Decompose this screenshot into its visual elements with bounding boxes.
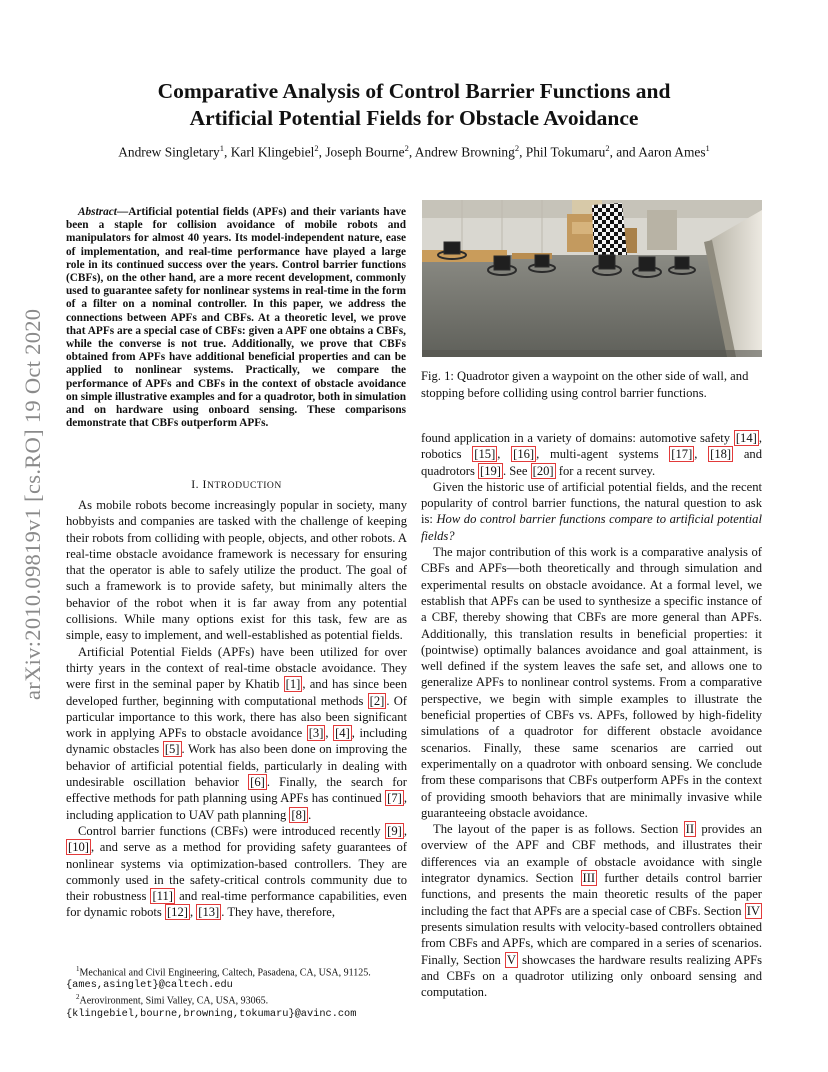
section-title-rest: NTRODUCTION	[206, 480, 282, 491]
citation-link[interactable]: [3]	[308, 726, 324, 741]
footnotes	[66, 963, 411, 1020]
citation-link[interactable]: [5]	[164, 742, 180, 757]
citation-link[interactable]: [8]	[291, 807, 307, 822]
affiliation-mark: 2	[605, 143, 610, 153]
citation-link[interactable]: [7]	[387, 791, 402, 806]
left-column-body	[66, 497, 407, 921]
footnote-1: $^1$Mechanical and Civil Engineering, Caltech, Pasadena, CA, USA, 91125.	[76, 965, 371, 979]
paragraph: Given the historic use of artificial potential fields, and the recent popularity of control barrier functions, the natural question to ask is: How do control barrier functions compare to artificial potential fields?	[421, 479, 762, 543]
author-list: Andrew Singletary$^1$, Karl Klingebiel$^2$, Joseph Bourne$^2$, Andrew Browning$^2$, Phil Tokumaru$^2$, and Aaron Ames$^1$	[118, 143, 710, 160]
section-link[interactable]: V	[506, 952, 517, 967]
citation-link[interactable]: [1]	[285, 677, 301, 692]
citation-link[interactable]: [15]	[474, 447, 496, 462]
author: Aaron Ames	[638, 144, 706, 160]
abstract	[66, 206, 406, 430]
section-initial: I	[202, 477, 207, 491]
citation-link[interactable]: [14]	[735, 431, 757, 445]
abstract-label: Abstract	[78, 206, 117, 218]
figure-1-photo	[422, 200, 762, 357]
title-line-1: Comparative Analysis of Control Barrier Functions and	[157, 79, 671, 103]
citation-link[interactable]: [9]	[387, 823, 402, 838]
paragraph: The layout of the paper is as follows. Section II provides an overview of the APF and CBF methods, and illustrates their differences via an example of obstacle avoidance with single integrator dynamics. Section III further details control barrier functions, and presents the main theoretic results of the paper including the fact that APFs are a special case of CBFs. Section IV presents simulation results with velocity-based controllers obtained from CBFs and APFs, which are compared in a series of scenarios. Finally, Section V showcases the hardware results realizing APFs and CBFs on a quadrotor utilizing only onboard sensing and computation.	[421, 822, 762, 1000]
citation-link[interactable]: [4]	[335, 726, 350, 741]
paragraph: found application in a variety of domains: automotive safety [14] , robotics [15] , [16] , multi-agent systems [17] , [18] and quadrotors [19] . See [20] for a recent survey.	[421, 431, 763, 478]
section-link[interactable]: II	[685, 822, 695, 837]
footnote-2: $^2$Aerovironment, Simi Valley, CA, USA, 93065.	[76, 993, 269, 1007]
section-heading	[66, 477, 407, 492]
section-link[interactable]: IV	[746, 903, 760, 918]
affiliation-mark: 2	[314, 143, 319, 153]
citation-link[interactable]: [10]	[68, 840, 89, 855]
paragraph: As mobile robots become increasingly popular in society, many hobbyists and companies are tasked with the challenge of keeping their robots from colliding with people, objects, and other robots. A real-time obstacle avoidance framework is necessary for ensuring that the operator is able to safely utilize the product. The goal of such a framework is to provide safety, but minimally alters the behavior of the robot when it is far away from any potential collisions. While many options exist for this task, few are as simple, easy to implement, and well-established as potential fields.	[66, 498, 407, 643]
author: Joseph Bourne	[325, 144, 405, 160]
affiliation-mark: 2	[404, 143, 409, 153]
research-question: How do control barrier functions compare to artificial potential fields?	[421, 512, 762, 543]
citation-link[interactable]: [6]	[250, 775, 265, 790]
section-number: I.	[191, 477, 203, 491]
footnote-1-email: {ames,asinglet}@caltech.edu	[66, 979, 233, 992]
affiliation-mark: 2	[514, 143, 520, 153]
paragraph: The major contribution of this work is a comparative analysis of CBFs and APFs—both theoretically and through simulation and experimental results on obstacle avoidance. At a formal level, we establish that APFs can be used to synthesize a specific instance of a CBF, thereby showing that CBFs are more general than APFs. Additionally, this translation results in beneficial properties: it (pointwise) optimally balances avoidance and goal attainment, is well defined if the system leaves the safe set, and allows one to generalize APFs to nonlinear control systems. From a comparative perspective, we begin with simple examples to illustrate the beneficial properties of CBFs vs. APFs, followed by high-fidelity simulations of a quadrotor for different obstacle avoidance scenarios. Finally, these same scenarios are carried out experimentally on a quadrotor with onboard sensing. We conclude from these comparisons that CBFs outperform APFs in the context of providing smooth behaviors that are minimally invasive while guaranteeing obstacle avoidance.	[421, 545, 762, 820]
author: Phil Tokumaru	[525, 144, 606, 160]
citation-link[interactable]: [2]	[369, 693, 385, 708]
figure-1-caption: Fig. 1: Quadrotor given a waypoint on the other side of wall, and stopping before colliding using control barrier functions.	[421, 369, 749, 400]
citation-link[interactable]: [12]	[166, 905, 188, 920]
citation-link[interactable]: [16]	[513, 447, 535, 462]
citation-link[interactable]: [20]	[532, 463, 554, 478]
affiliation-mark: 1	[705, 143, 710, 153]
citation-link[interactable]: [13]	[198, 905, 220, 920]
author: Andrew Singletary	[118, 144, 220, 160]
citation-link[interactable]: [18]	[710, 447, 732, 462]
right-column-body	[421, 430, 762, 1000]
paragraph: Artificial Potential Fields (APFs) have been utilized for over thirty years in the context of real-time obstacle avoidance. They were first in the seminal paper by Khatib [1] , and has since been developed further, beginning with computational methods [2] . Of particular importance to this work, there has also been significant work in applying APFs to obstacle avoidance [3] , [4] , including dynamic obstacles [5] . Work has also been done on improving the behavior of artificial potential fields, particularly in dealing with undesirable oscillation behavior [6] . Finally, the search for effective methods for path planning using APFs has continued [7] , including application to UAV path planning [8] .	[66, 644, 408, 822]
author: Andrew Browning	[414, 144, 515, 160]
footnote-2-email: {klingebiel,bourne,browning,tokumaru}@avinc.com	[66, 1007, 357, 1020]
citation-link[interactable]: [19]	[480, 463, 501, 478]
paper-title	[60, 78, 768, 132]
abstract-text: —Artificial potential fields (APFs) and their variants have been a staple for collision avoidance of mobile robots and manipulators for almost 40 years. Its model-independent nature, ease of implementation, and real-time performance have played a large role in its continued success over the years. Control barrier functions (CBFs), on the other hand, are a more recent development, commonly used to guarantee safety for nonlinear systems in real-time in the form of a filter on a nominal controller. In this paper, we address the connections between APFs and CBFs. At a theoretic level, we prove that APFs are a special case of CBFs: given a APF one obtains a CBFs, while the converse is not true. Additionally, we prove that CBFs obtained from APFs have additional beneficial properties and can be applied to nonlinear systems. Practically, we compare the performance of APFs and CBFs in the context of obstacle avoidance on simple illustrative examples and for a quadrotor, both in simulation and on hardware using onboard sensing. These comparisons demonstrate that CBFs outperform APFs.	[66, 206, 406, 430]
section-link[interactable]: III	[582, 871, 596, 886]
citation-link[interactable]: [17]	[671, 447, 693, 462]
arxiv-stamp: arXiv:2010.09819v1 [cs.RO] 19 Oct 2020	[20, 308, 45, 700]
title-line-2: Artificial Potential Fields for Obstacle Avoidance	[189, 106, 639, 130]
author: Karl Klingebiel	[230, 144, 315, 160]
paragraph: Control barrier functions (CBFs) were introduced recently [9] , [10] , and serve as a method for providing safety guarantees of nonlinear systems via optimization-based controllers. They are commonly used in the safety-critical controls community due to their robustness [11] and real-time performance capabilities, even for dynamic robots [12] , [13] . They have, therefore,	[66, 823, 407, 920]
affiliation-mark: 1	[219, 143, 224, 153]
citation-link[interactable]: [11]	[152, 889, 173, 904]
